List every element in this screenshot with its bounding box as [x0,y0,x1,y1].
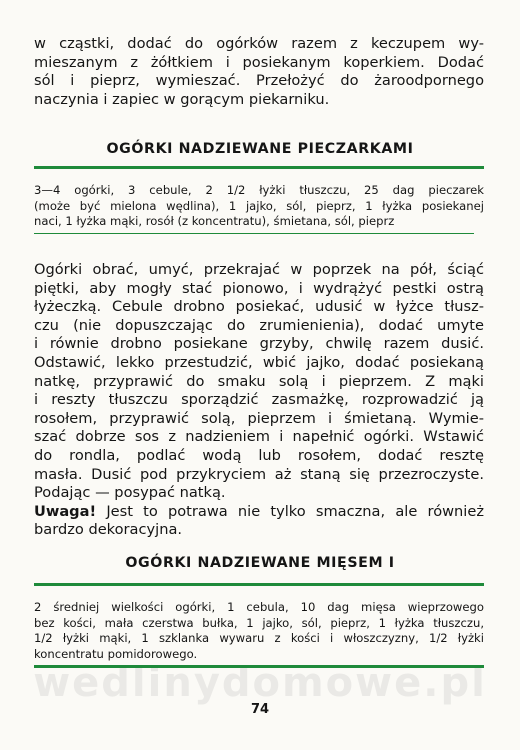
text-line: piętki, aby mogły stać pionowo, i wydrążyć pestki ostrą [34,279,484,297]
text-line: łyżeczką. Cebule drobno posiekać, udusić w łyżce tłusz- [34,298,484,316]
text-line: i reszty tłuszczu sporządzić zasmażkę, rozprowadzić ją [34,391,484,409]
watermark: wedlinydomowe.pl [33,660,487,706]
text-line: Odstawić, lekko przestudzić, wbić jajko, dodać posiekaną [34,353,484,371]
section-rule [34,583,484,586]
intro-paragraph [34,35,484,109]
note-line [34,503,484,522]
ingredients-line: 2 średniej wielkości ogórki, 1 cebula, 10 dag mięsa wieprzowego [34,600,484,614]
text-line: natkę, przyprawić do smaku solą i pieprzem. Z mąki [34,372,484,390]
section-rule [34,233,474,234]
ingredients-list [34,183,484,230]
note-text: Jest to potrawa nie tylko smaczna, ale również [96,502,484,520]
recipe-title: OGÓRKI NADZIEWANE MIĘSEM I [125,555,395,571]
text-line: szać dobrze sos z nadzieniem i napełnić ogórki. Wstawić [34,428,484,446]
section-rule [34,665,484,668]
ingredients-line: bez kości, mała czerstwa bułka, 1 jajko, sól, pieprz, 1 łyżka tłuszczu, [34,615,484,630]
ingredients-line: 3—4 ogórki, 3 cebule, 2 1/2 łyżki tłuszczu, 25 dag pieczarek [34,183,484,197]
ingredients-line: (może być mielona wędlina), 1 jajko, sól, pieprz, 1 łyżka posiekanej [34,198,484,213]
recipe-title: OGÓRKI NADZIEWANE PIECZARKAMI [106,141,414,157]
ingredients-line: koncentratu pomidorowego. [34,646,198,661]
text-line: i równie drobno posiekane grzyby, chwilę razem dusić. [34,335,484,353]
text-line: w cząstki, dodać do ogórków razem z keczupem wy- [34,35,484,52]
text-line: do rondla, podlać wodą lub rosołem, dodać resztę [34,446,484,464]
ingredients-list [34,600,484,662]
text-line: Podając — posypać natką. [34,484,226,502]
text-line: rosołem, przyprawić solą, pieprzem i śmietaną. Wymie- [34,409,484,427]
text-line: naczynia i zapiec w gorącym piekarniku. [34,90,330,108]
text-line: Ogórki obrać, umyć, przekrajać w poprzek na pół, ściąć [34,261,484,278]
text-line: masła. Dusić pod przykryciem aż staną się przezroczyste. [34,465,484,483]
ingredients-line: 1/2 łyżki mąki, 1 szklanka wywaru z kości i włoszczyzny, 1/2 łyżki [34,631,484,646]
note-label: Uwaga! [34,502,97,520]
method-paragraph [34,261,484,540]
ingredients-line: naci, 1 łyżka mąki, rosół (z koncentratu), śmietana, sól, pieprz [34,214,395,229]
text-line: sól i pieprz, wymieszać. Przełożyć do żaroodpornego [34,72,484,90]
page-number: 74 [250,702,270,717]
note-line: bardzo dekoracyjna. [34,521,183,539]
text-line: czu (nie dopuszczając do zrumienienia), dodać umyte [34,316,484,334]
section-rule [34,166,484,169]
text-line: mieszanym z żółtkiem i posiekanym koperkiem. Dodać [34,53,484,71]
